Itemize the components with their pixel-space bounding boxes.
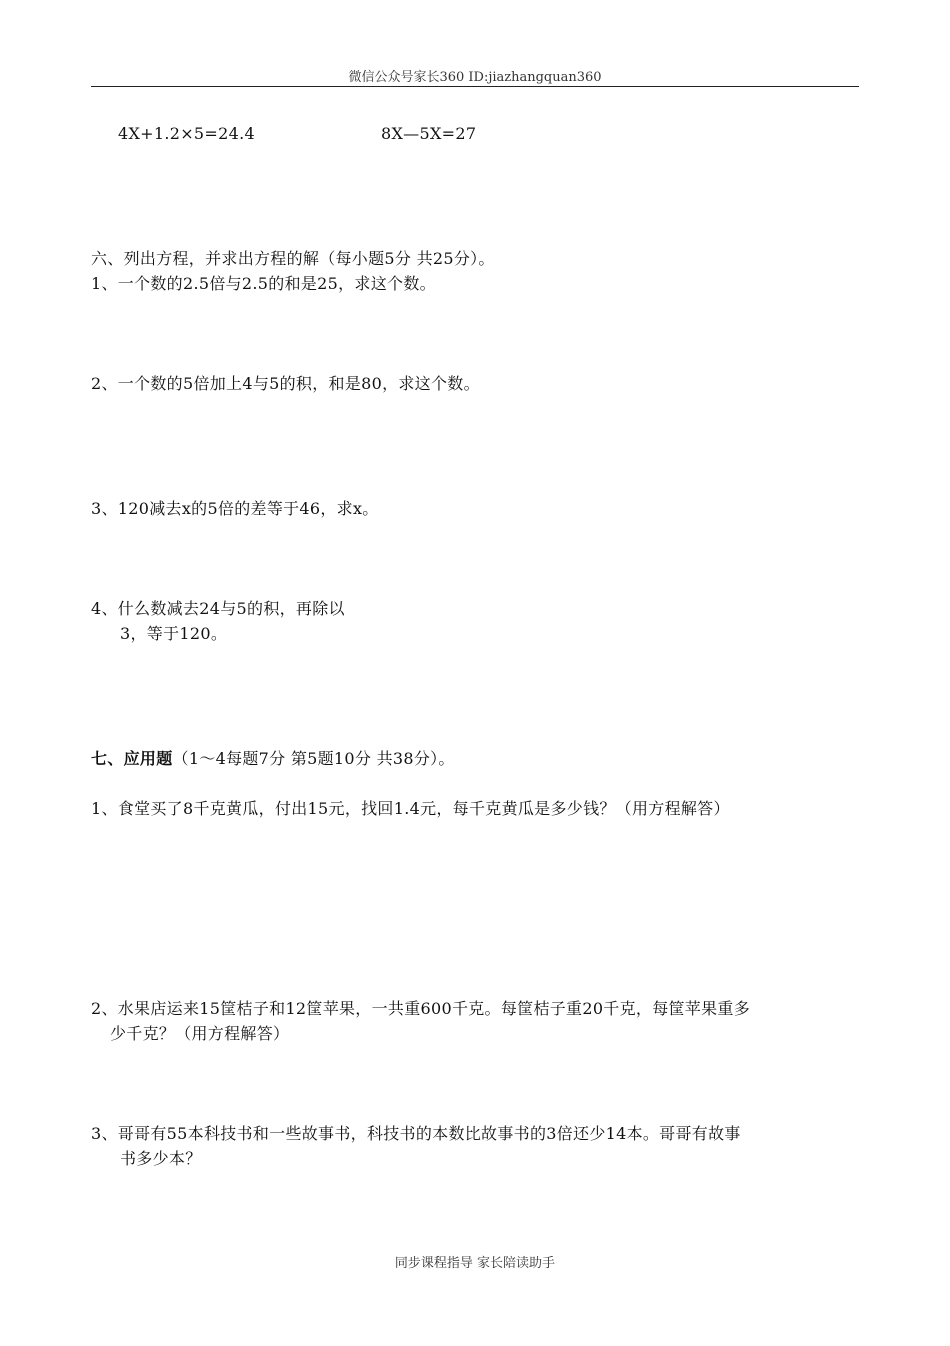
section-7-question-3-line-1: 3、哥哥有55本科技书和一些故事书，科技书的本数比故事书的3倍还少14本。哥哥有故事: [91, 1124, 741, 1143]
section-6-question-2: 2、一个数的5倍加上4与5的积，和是80，求这个数。: [91, 374, 480, 393]
section-7-question-3-line-2: 书多少本？: [120, 1149, 202, 1168]
section-6-question-4-line-2: 3，等于120。: [120, 624, 228, 643]
section-7-question-2-line-1: 2、水果店运来15筐桔子和12筐苹果，一共重600千克。每筐桔子重20千克，每筐苹果重多: [91, 999, 750, 1018]
header-divider: [91, 86, 859, 87]
section-7-title: [91, 748, 455, 770]
section-7-title-bold: 七、应用题: [91, 749, 173, 768]
page-footer: 同步课程指导 家长陪读助手: [394, 1256, 556, 1271]
equation-2: 8X—5X=27: [381, 124, 477, 143]
section-6-title: 六、列出方程，并求出方程的解（每小题5分 共25分）。: [91, 249, 495, 268]
section-6-question-1: 1、一个数的2.5倍与2.5的和是25，求这个数。: [91, 274, 436, 293]
section-7-question-1: 1、食堂买了8千克黄瓜，付出15元，找回1.4元，每千克黄瓜是多少钱？（用方程解答）: [91, 799, 730, 818]
page-header: 微信公众号家长360 ID:jiazhangquan360: [348, 70, 602, 85]
section-6-question-4-line-1: 4、什么数减去24与5的积，再除以: [91, 599, 345, 618]
section-7-question-2-line-2: 少千克？（用方程解答）: [110, 1024, 290, 1043]
section-7-title-rest: （1～4每题7分 第5题10分 共38分）。: [172, 749, 455, 768]
equation-1: 4X+1.2×5=24.4: [118, 124, 255, 143]
section-6-question-3: 3、120减去x的5倍的差等于46，求x。: [91, 499, 379, 518]
